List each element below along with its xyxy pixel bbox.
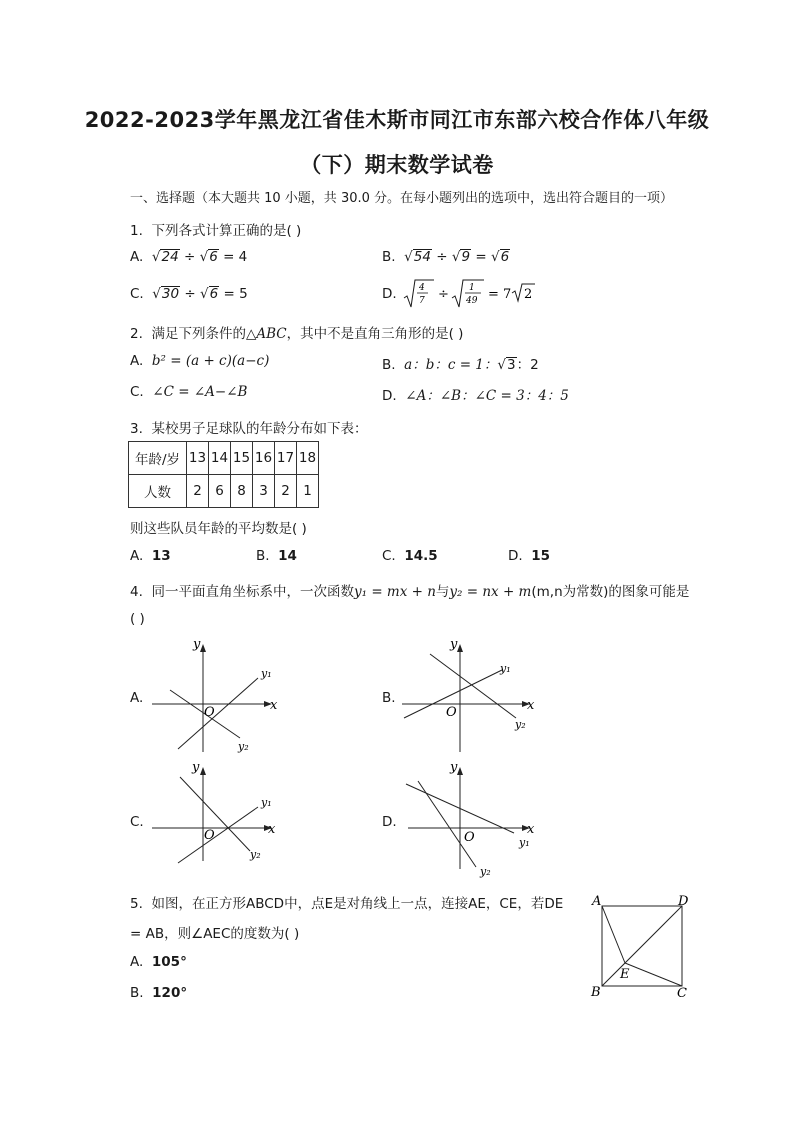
q5-stem-line2: = AB，则∠AEC的度数为( ) xyxy=(130,926,300,942)
q5-stem-line1: 5. 如图，在正方形ABCD中，点E是对角线上一点，连接AE，CE，若DE xyxy=(130,896,564,912)
line-y2 xyxy=(418,781,476,867)
y1-label: y₁ xyxy=(261,796,272,809)
table-row xyxy=(129,442,319,475)
q1-option-a: A. √24 ÷ √6 = 4 xyxy=(130,249,248,265)
table-cell: 2 xyxy=(275,475,297,508)
origin-label: O xyxy=(204,705,215,720)
table-cell: 1 xyxy=(297,475,319,508)
table-cell: 人数 xyxy=(129,475,187,508)
q2-option-c: C. ∠C = ∠A−∠B xyxy=(130,384,248,400)
q4-stem: 4. 同一平面直角坐标系中，一次函数y₁ = mx + n与y₂ = nx + m(m,n为常数)的图象可能是 xyxy=(130,584,690,600)
point-a-label: A xyxy=(592,894,602,909)
q4-option-a-label: A. xyxy=(130,690,144,706)
y2-label: y₂ xyxy=(480,865,491,878)
diagonal-bd xyxy=(602,906,682,986)
segment-ce xyxy=(625,963,682,986)
q4-option-b-label: B. xyxy=(382,690,396,706)
axis-x-label: x xyxy=(270,698,278,713)
q1-d-div: ÷ xyxy=(438,287,449,302)
table-cell: 6 xyxy=(209,475,231,508)
q4-graph-a xyxy=(148,632,288,757)
q4-stem-cont: ( ) xyxy=(130,611,145,627)
q1-d-res: = 7 xyxy=(488,287,512,302)
y2-label: y₂ xyxy=(515,718,526,731)
y1-label: y₁ xyxy=(500,662,511,675)
table-cell: 15 xyxy=(231,442,253,475)
q4-graph-d xyxy=(398,757,543,882)
axis-y-label: y xyxy=(450,637,458,652)
table-cell: 13 xyxy=(187,442,209,475)
q2-option-a: A. b² = (a + c)(a−c) xyxy=(130,353,270,369)
title-line1: 2022-2023学年黑龙江省佳木斯市同江市东部六校合作体八年级 xyxy=(84,108,710,132)
q5-option-b: B. 120° xyxy=(130,985,188,1001)
q1-d-den2: 49 xyxy=(466,296,478,306)
y1-label: y₁ xyxy=(261,667,272,680)
q2-stem: 2. 满足下列条件的△ABC，其中不是直角三角形的是( ) xyxy=(130,326,464,342)
section-heading: 一、选择题（本大题共 10 小题，共 30.0 分。在每小题列出的选项中，选出符合题目的一项） xyxy=(130,191,674,206)
q4-option-c-label: C. xyxy=(130,814,144,830)
q1-d-den1: 7 xyxy=(419,296,425,306)
table-row xyxy=(129,475,319,508)
q1-option-c: C. √30 ÷ √6 = 5 xyxy=(130,286,248,302)
q3-after: 则这些队员年龄的平均数是( ) xyxy=(130,521,307,537)
axis-y-label: y xyxy=(192,760,200,775)
q3-option-a: A. 13 xyxy=(130,548,171,564)
title-line2: （下）期末数学试卷 xyxy=(300,153,494,177)
y2-label: y₂ xyxy=(250,848,261,861)
y1-label: y₁ xyxy=(519,836,530,849)
q1-d-expression xyxy=(402,278,542,310)
table-cell: 14 xyxy=(209,442,231,475)
origin-label: O xyxy=(446,705,457,720)
table-cell: 16 xyxy=(253,442,275,475)
q1-option-b: B. √54 ÷ √9 = √6 xyxy=(382,249,510,265)
table-cell: 3 xyxy=(253,475,275,508)
q1-stem: 1. 下列各式计算正确的是( ) xyxy=(130,223,302,239)
line-y1 xyxy=(178,807,258,863)
axis-x-label: x xyxy=(527,698,535,713)
table-cell: 2 xyxy=(187,475,209,508)
table-cell: 年龄/岁 xyxy=(129,442,187,475)
origin-label: O xyxy=(204,828,215,843)
q1-d-num1: 4 xyxy=(419,283,425,293)
q3-option-b: B. 14 xyxy=(256,548,297,564)
age-table xyxy=(128,441,319,508)
q1-d-num2: 1 xyxy=(469,283,475,293)
q2-option-b: B. a：b：c = 1：√3：2 xyxy=(382,357,539,373)
q4-graph-c xyxy=(148,757,288,867)
q2-option-d: D. ∠A：∠B：∠C = 3：4：5 xyxy=(382,388,569,404)
q4-graph-b xyxy=(398,632,543,757)
point-d-label: D xyxy=(678,894,689,909)
table-cell: 17 xyxy=(275,442,297,475)
origin-label: O xyxy=(464,830,475,845)
q4-option-d-label: D. xyxy=(382,814,397,830)
axis-x-label: x xyxy=(527,822,535,837)
axis-y-label: y xyxy=(450,760,458,775)
q5-square-figure xyxy=(588,890,698,1002)
q5-option-a: A. 105° xyxy=(130,954,187,970)
axis-y-label: y xyxy=(193,637,201,652)
q3-stem: 3. 某校男子足球队的年龄分布如下表： xyxy=(130,421,368,437)
q3-option-d: D. 15 xyxy=(508,548,551,564)
axis-x-label: x xyxy=(268,822,276,837)
table-cell: 18 xyxy=(297,442,319,475)
point-c-label: C xyxy=(677,986,687,1001)
table-cell: 8 xyxy=(231,475,253,508)
q3-option-c: C. 14.5 xyxy=(382,548,438,564)
point-b-label: B xyxy=(591,985,601,1000)
q1-d-root: 2 xyxy=(524,287,533,302)
segment-ae xyxy=(602,906,625,963)
point-e-label: E xyxy=(620,967,630,982)
y2-label: y₂ xyxy=(238,740,249,753)
line-y2 xyxy=(180,777,250,851)
line-y1 xyxy=(178,678,258,749)
